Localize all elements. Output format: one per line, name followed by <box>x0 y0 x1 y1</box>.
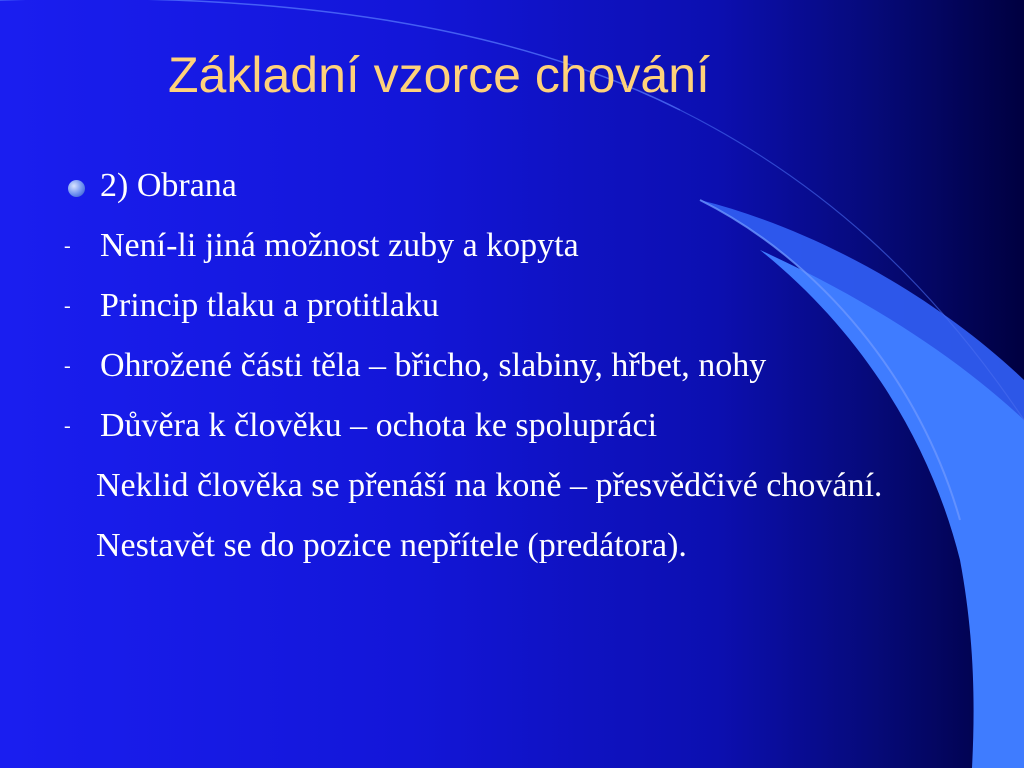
dash-item-text: Princip tlaku a protitlaku <box>100 287 439 324</box>
plain-paragraph: Neklid člověka se přenáší na koně – přesvědčivé chování. <box>96 467 883 504</box>
slide-body <box>60 166 940 586</box>
dash-item-text: Důvěra k člověku – ochota ke spolupráci <box>100 407 658 444</box>
dash-item <box>60 406 940 446</box>
plain-paragraph: Nestavět se do pozice nepřítele (predátora). <box>96 527 687 564</box>
dash-item-text: Není-li jiná možnost zuby a kopyta <box>100 227 579 264</box>
dash-marker: - <box>64 235 71 257</box>
bullet-dot-icon <box>68 180 85 197</box>
dash-item <box>60 286 940 326</box>
dash-marker: - <box>64 295 71 317</box>
slide-title: Základní vzorce chování <box>168 47 710 103</box>
bullet-item-text: 2) Obrana <box>100 167 237 204</box>
dash-marker: - <box>64 415 71 437</box>
dash-item <box>60 346 940 386</box>
dash-marker: - <box>64 355 71 377</box>
dash-item <box>60 226 940 266</box>
dash-item-text: Ohrožené části těla – břicho, slabiny, hřbet, nohy <box>100 347 767 384</box>
bullet-item <box>60 166 940 206</box>
